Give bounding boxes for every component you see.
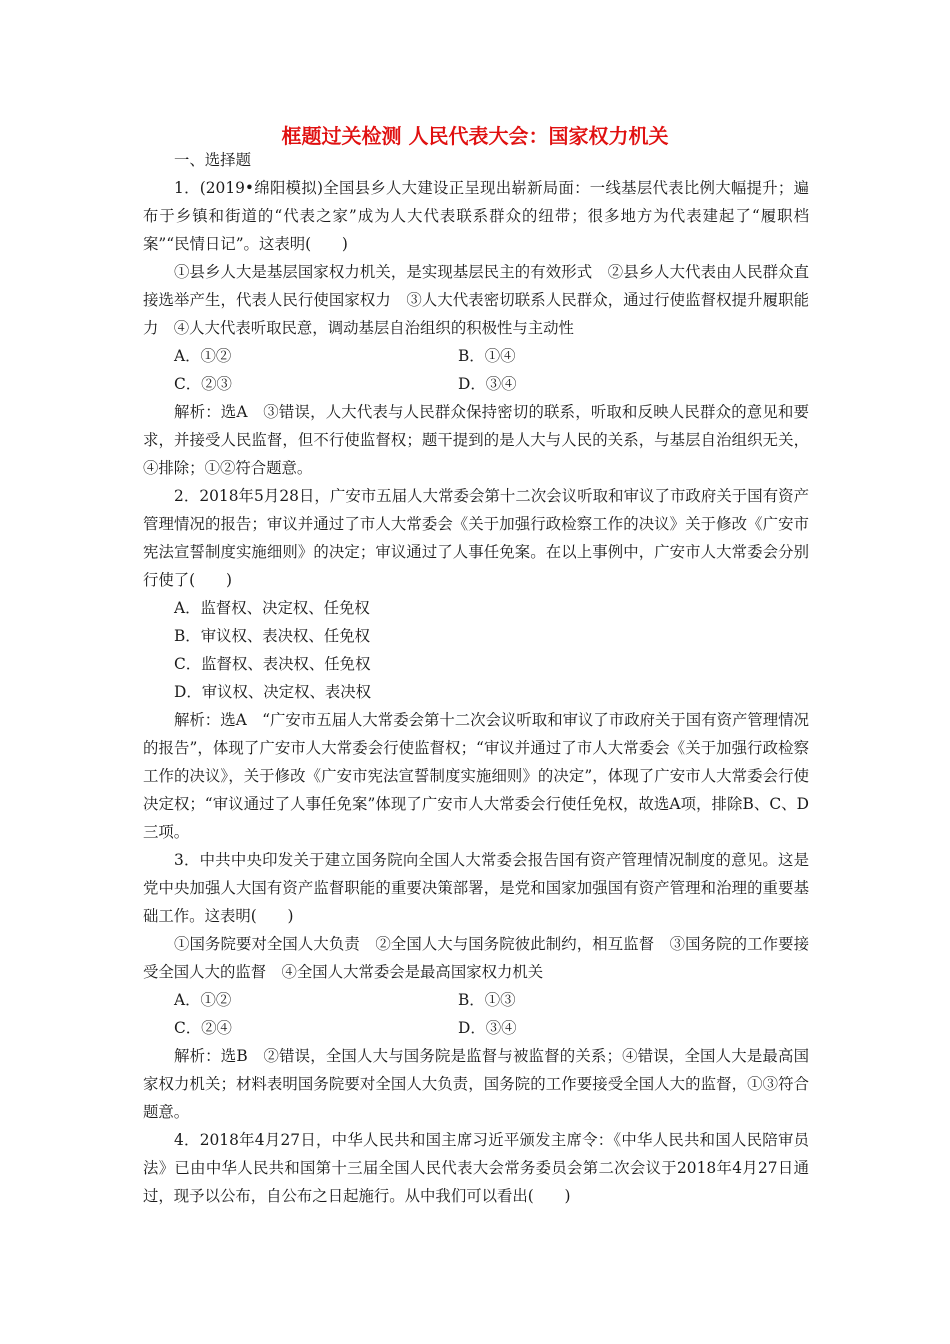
- question-4-stem: 4．2018年4月27日，中华人民共和国主席习近平颁发主席令：《中华人民共和国人民陪审员法》已由中华人民共和国第十三届全国人民代表大会常务委员会第二次会议于2018年4月27日通过，现予以公布，自公布之日起施行。从中我们可以看出( ): [143, 1131, 809, 1205]
- question-2-stem: 2．2018年5月28日，广安市五届人大常委会第十二次会议听取和审议了市政府关于国有资产管理情况的报告；审议并通过了市人大常委会《关于加强行政检察工作的决议》关于修改《广安市宪法宣誓制度实施细则》的决定；审议通过了人事任免案。在以上事例中，广安市人大常委会分别行使了( ): [143, 487, 809, 589]
- question-2-option-a: A．监督权、决定权、任免权: [174, 599, 370, 617]
- question-3-option-b: B．①③: [458, 991, 516, 1009]
- question-2-analysis: 解析：选A “广安市五届人大常委会第十二次会议听取和审议了市政府关于国有资产管理情况的报告”，体现了广安市人大常委会行使监督权；“审议并通过了市人大常委会《关于加强行政检察工作的决议》，关于修改《广安市宪法宣誓制度实施细则》的决定”，体现了广安市人大常委会行使决定权；“审议通过了人事任免案”体现了广安市人大常委会行使任免权，故选A项，排除B、C、D三项。: [143, 711, 809, 841]
- question-1-option-b: B．①④: [458, 347, 516, 365]
- question-3-analysis: 解析：选B ②错误，全国人大与国务院是监督与被监督的关系；④错误，全国人大是最高国家权力机关；材料表明国务院要对全国人大负责，国务院的工作要接受全国人大的监督，①③符合题意。: [143, 1047, 809, 1121]
- question-3-options-row-1: [143, 986, 809, 1014]
- question-1-options-row-1: [143, 342, 809, 370]
- question-1-stem: 1．(2019•绵阳模拟)全国县乡人大建设正呈现出崭新局面：一线基层代表比例大幅提升；遍布于乡镇和街道的“代表之家”成为人大代表联系群众的纽带；很多地方为代表建起了“履职档案”“民情日记”。这表明( ): [143, 179, 809, 253]
- question-3-option-c: C．②④: [174, 1019, 232, 1037]
- document-body: [143, 146, 809, 1210]
- question-1-option-d: D．③④: [458, 375, 517, 393]
- document-title: 框题过关检测 人民代表大会：国家权力机关: [281, 124, 669, 148]
- question-3-stem: 3．中共中央印发关于建立国务院向全国人大常委会报告国有资产管理情况制度的意见。这是党中央加强人大国有资产监督职能的重要决策部署，是党和国家加强国有资产管理和治理的重要基础工作。这表明( ): [143, 851, 809, 925]
- question-2-option-b: B．审议权、表决权、任免权: [174, 627, 370, 645]
- question-3-option-d: D．③④: [458, 1019, 517, 1037]
- question-3-statements: ①国务院要对全国人大负责 ②全国人大与国务院彼此制约，相互监督 ③国务院的工作要接受全国人大的监督 ④全国人大常委会是最高国家权力机关: [143, 935, 809, 981]
- question-1-option-a: A．①②: [174, 347, 232, 365]
- question-1-analysis: 解析：选A ③错误，人大代表与人民群众保持密切的联系，听取和反映人民群众的意见和要求，并接受人民监督，但不行使监督权；题干提到的是人大与人民的关系，与基层自治组织无关，④排除；①②符合题意。: [143, 403, 809, 477]
- question-1-statements: ①县乡人大是基层国家权力机关，是实现基层民主的有效形式 ②县乡人大代表由人民群众直接选举产生，代表人民行使国家权力 ③人大代表密切联系人民群众，通过行使监督权提升履职能力 ④人大代表听取民意，调动基层自治组织的积极性与主动性: [143, 263, 809, 337]
- question-2-option-c: C．监督权、表决权、任免权: [174, 655, 371, 673]
- section-heading: 一、选择题: [174, 151, 251, 169]
- question-1-option-c: C．②③: [174, 375, 232, 393]
- question-3-options-row-2: [143, 1014, 809, 1042]
- question-3-option-a: A．①②: [174, 991, 232, 1009]
- question-2-option-d: D．审议权、决定权、表决权: [174, 683, 372, 701]
- question-1-options-row-2: [143, 370, 809, 398]
